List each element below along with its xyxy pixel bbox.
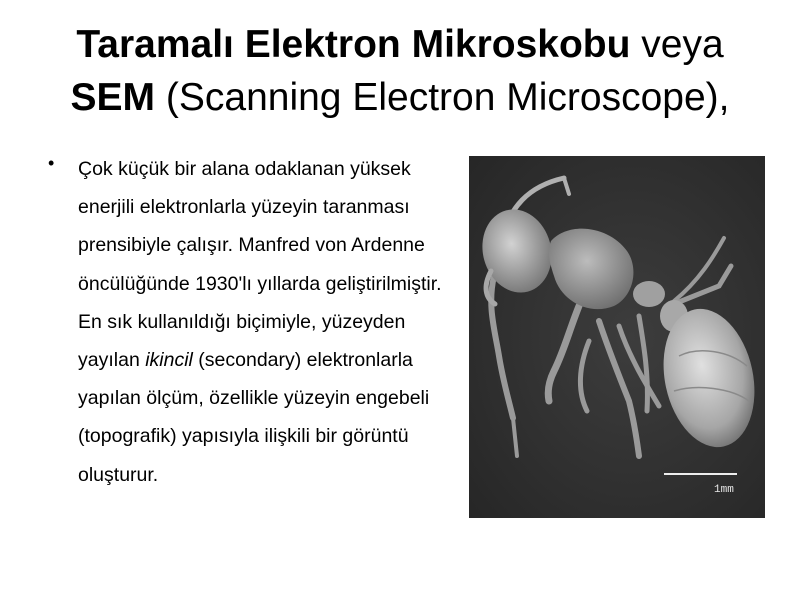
title-line-2-normal: (Scanning Electron Microscope), xyxy=(155,76,730,119)
bullet-text xyxy=(78,150,444,494)
bullet-list xyxy=(44,150,444,494)
bullet-text-part-2: (secondary) elektronlarla yapılan ölçüm, özellikle yüzeyin engebeli (topografik) yapısıyla ilişkili bir görüntü oluşturur. xyxy=(78,349,430,486)
title-line-1-bold: Taramalı Elektron Mikroskobu xyxy=(76,23,631,66)
bullet-text-part-1: Çok küçük bir alana odaklanan yüksek enerjili elektronlarla yüzeyin taranması prensibiyle çalışır. Manfred von Ardenne öncülüğünde 1930'lı yıllarda geliştirilmiştir. En sık kullanıldığı biçimiyle, yüzeyden yayılan xyxy=(78,158,442,372)
title-line-1-normal: veya xyxy=(630,23,724,66)
bullet-marker: • xyxy=(48,153,55,173)
scale-label: 1mm xyxy=(714,484,734,496)
bullet-text-italic: ikincil xyxy=(145,349,193,372)
title-line-2 xyxy=(0,71,800,124)
title-line-2-bold: SEM xyxy=(70,76,156,119)
sem-ant-micrograph xyxy=(469,156,765,518)
title-line-1 xyxy=(0,18,800,71)
slide-title xyxy=(0,18,800,124)
